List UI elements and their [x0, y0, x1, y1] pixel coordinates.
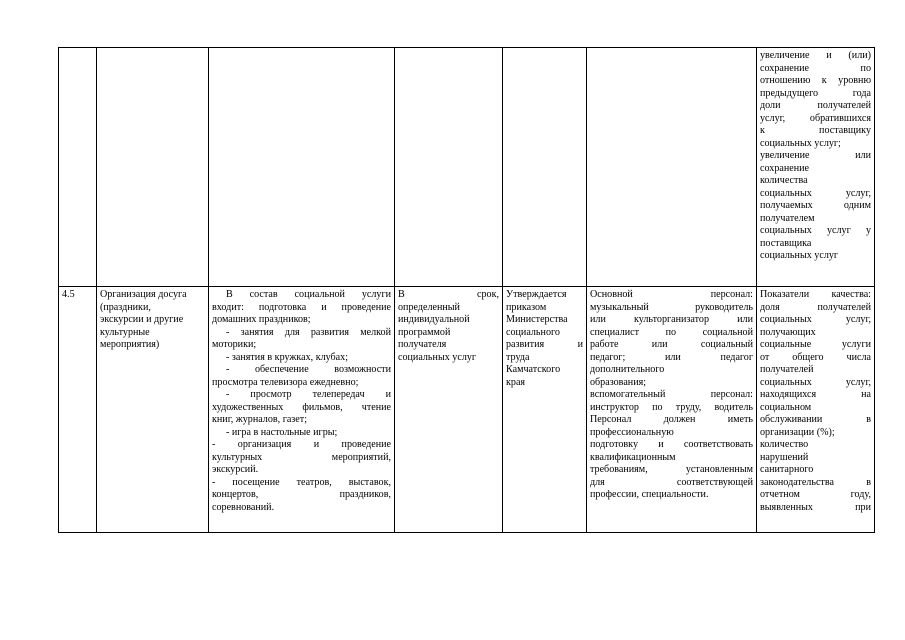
- service-content-text: [212, 289, 391, 514]
- text-line: доля получателей: [760, 301, 871, 313]
- text-line: культурных мероприятий,: [212, 451, 391, 463]
- text-line: - занятия в кружках, клубах;: [226, 351, 349, 363]
- text-line: музыкальный руководитель: [590, 301, 753, 313]
- text-line: находящихся на: [760, 389, 871, 400]
- text-line: обслуживании в: [760, 414, 871, 425]
- text-line: - занятия для развития мелкой: [226, 326, 391, 338]
- text-line: доли получателей: [760, 100, 871, 111]
- text-line: определенный: [398, 301, 460, 313]
- text-line: моторики;: [212, 339, 257, 350]
- text-line: отношению к уровню: [760, 75, 871, 86]
- text-line: сохранение по: [760, 62, 871, 74]
- text-line: концертов, праздников,: [212, 489, 391, 500]
- service-term-text: [398, 289, 499, 364]
- text-line: входит: подготовка и проведение: [212, 301, 391, 313]
- cell-service-tariff: [503, 287, 587, 533]
- text-line: специалист по социальной: [590, 326, 753, 338]
- text-line: работе или социальный: [590, 339, 753, 350]
- text-line: подготовку и соответствовать: [590, 439, 753, 450]
- text-line: социальных услуг,: [760, 187, 871, 199]
- cell-service-content: [209, 287, 395, 533]
- text-line: социальных услуг,: [760, 376, 871, 388]
- cell-number: [59, 48, 97, 287]
- text-line: (праздники,: [100, 301, 151, 313]
- text-line: Основной персонал:: [590, 289, 753, 300]
- cell-service-name: [97, 287, 209, 533]
- cell-service-content: [209, 48, 395, 287]
- text-line: получающих: [760, 326, 816, 338]
- service-name-text: [100, 289, 205, 352]
- text-line: - организация и проведение: [212, 439, 391, 450]
- text-line: - посещение театров, выставок,: [212, 476, 391, 488]
- cell-service-term: [395, 48, 503, 287]
- text-line: мероприятия): [100, 339, 160, 350]
- text-line: экскурсий.: [212, 464, 259, 475]
- text-line: организации (%);: [760, 426, 835, 438]
- text-line: Персонал должен иметь: [590, 414, 753, 425]
- text-line: соревнований.: [212, 501, 275, 513]
- text-line: нарушений: [760, 451, 809, 463]
- text-line: социальных услуг: [398, 351, 477, 363]
- text-line: социальных услуг,: [760, 314, 871, 325]
- text-line: выявленных при: [760, 501, 871, 513]
- text-line: увеличение или: [760, 150, 871, 161]
- text-line: педагог; или педагог: [590, 351, 753, 363]
- text-line: книг, журналов, газет;: [212, 414, 307, 425]
- text-line: санитарного: [760, 464, 814, 475]
- text-line: социальных услуг;: [760, 137, 841, 149]
- cell-number: [59, 287, 97, 533]
- text-line: инструктор по труду, водитель: [590, 401, 753, 413]
- text-line: профессиональную: [590, 426, 674, 438]
- text-line: культурные: [100, 326, 150, 338]
- indicators-text: [760, 289, 871, 514]
- text-line: к поставщику: [760, 125, 871, 136]
- cell-quality-indicators: [757, 48, 875, 287]
- text-line: экскурсии и другие: [100, 314, 184, 325]
- cell-quality-indicators: [757, 287, 875, 533]
- text-line: - обеспечение возможности: [226, 364, 391, 375]
- text-line: получателем: [760, 212, 815, 224]
- text-line: получателя: [398, 339, 447, 350]
- text-line: получаемых одним: [760, 200, 871, 211]
- service-number: 4.5: [62, 289, 75, 300]
- text-line: вспомогательный персонал:: [590, 389, 753, 400]
- cell-service-term: [395, 287, 503, 533]
- text-line: профессии, специальности.: [590, 489, 709, 500]
- text-line: количество: [760, 439, 809, 450]
- text-line: поставщика: [760, 237, 812, 249]
- text-line: программой: [398, 326, 451, 338]
- text-line: социальных услуг у: [760, 225, 871, 236]
- text-line: - игра в настольные игры;: [226, 426, 338, 438]
- text-line: квалификационным: [590, 451, 676, 463]
- service-conditions-text: [590, 289, 753, 502]
- cell-service-name: [97, 48, 209, 287]
- text-line: труда: [506, 351, 530, 363]
- text-line: - просмотр телепередач и: [226, 389, 391, 400]
- text-line: В состав социальной услуги: [226, 289, 391, 300]
- text-line: или культорганизатор или: [590, 314, 753, 325]
- text-line: количества: [760, 175, 808, 186]
- cell-service-conditions: [587, 48, 757, 287]
- service-tariff-text: [506, 289, 583, 389]
- cell-service-conditions: [587, 287, 757, 533]
- text-line: края: [506, 376, 526, 388]
- cell-service-tariff: [503, 48, 587, 287]
- text-line: домашних праздников;: [212, 314, 311, 325]
- table-row: [59, 48, 875, 287]
- text-line: развития и: [506, 339, 583, 350]
- text-line: получателей: [760, 364, 814, 375]
- text-line: Утверждается: [506, 289, 567, 300]
- text-line: просмотра телевизора ежедневно;: [212, 376, 359, 388]
- text-line: Организация досуга: [100, 289, 187, 300]
- text-line: Министерства: [506, 314, 568, 325]
- text-line: индивидуальной: [398, 314, 470, 325]
- table-row: [59, 287, 875, 533]
- text-line: от общего числа: [760, 351, 871, 363]
- services-table: [58, 47, 875, 533]
- text-line: предыдущего года: [760, 87, 871, 99]
- text-line: отчетном году,: [760, 489, 871, 500]
- text-line: требованиям, установленным: [590, 464, 753, 475]
- text-line: услуг, обратившихся: [760, 112, 871, 124]
- text-line: социальных услуг: [760, 250, 839, 261]
- text-line: сохранение: [760, 162, 810, 174]
- text-line: дополнительного: [590, 364, 665, 375]
- text-line: социальные услуги: [760, 339, 871, 350]
- text-line: Камчатского: [506, 364, 561, 375]
- text-line: законодательства в: [760, 476, 871, 488]
- text-line: социальном: [760, 401, 812, 413]
- indicators-text: [760, 50, 871, 263]
- text-line: В срок,: [398, 289, 499, 300]
- text-line: художественных фильмов, чтение: [212, 401, 391, 413]
- text-line: Показатели качества:: [760, 289, 871, 300]
- text-line: для соответствующей: [590, 476, 753, 488]
- text-line: образования;: [590, 376, 647, 388]
- text-line: увеличение и (или): [760, 50, 871, 61]
- text-line: социального: [506, 326, 560, 338]
- text-line: приказом: [506, 301, 547, 313]
